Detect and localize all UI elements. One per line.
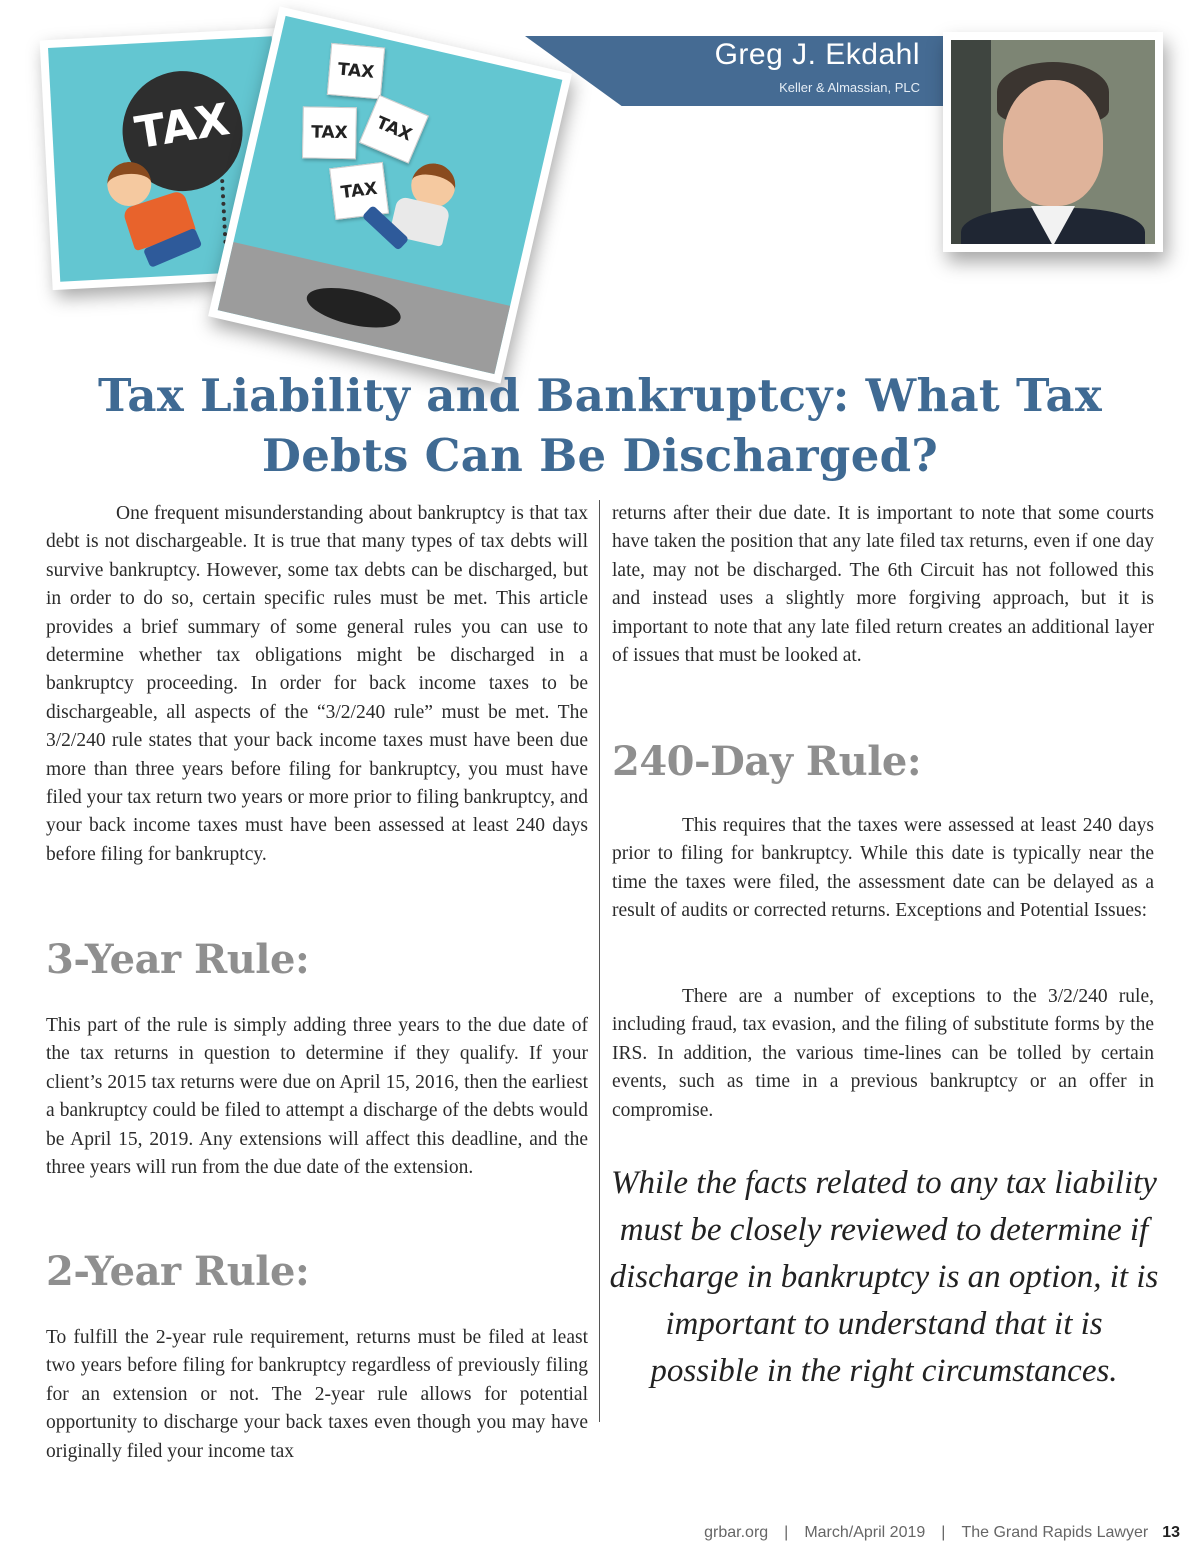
author-portrait: [943, 32, 1163, 252]
tax-paper-1: TAX: [327, 43, 385, 100]
day240-paragraph: This requires that the taxes were assessed at least 240 days prior to filing for bankruptcy. While this date is typically near the time the taxes were filed, the assessment date can be delayed as a result of audits or corrected returns. Exceptions and Potential Issues:: [612, 815, 1154, 922]
title-line-1: Tax Liability and Bankruptcy: What Tax: [97, 369, 1103, 422]
exceptions-block: [612, 983, 1154, 1125]
author-name: Greg J. Ekdahl: [714, 38, 920, 71]
two-year-block: [46, 1324, 588, 1466]
intro-paragraph: One frequent misunderstanding about bankruptcy is that tax debt is not dischargeable. It is true that many types of tax debts will survive bankruptcy. However, some tax debts can be discharged, but in order to do so, certain specific rules must be met. This article provides a brief summary of some general rules you can use to determine whether tax obligations might be discharged in a bankruptcy proceeding. In order for back income taxes to be dischargeable, all aspects of the “3/2/240 rule” must be met. The 3/2/240 rule states that your back income taxes must have been due more than three years before filing for bankruptcy, you must have filed your tax return two years or more prior to filing bankruptcy, and your back income taxes must have been assessed at least 240 days before filing for bankruptcy.: [46, 503, 588, 865]
exceptions-paragraph: There are a number of exceptions to the 3/2/240 rule, including fraud, tax evasion, and the filing of substitute forms by the IRS. In addition, the various time-lines can be tolled by certain events, such as time in a previous bankruptcy or an offer in compromise.: [612, 986, 1154, 1121]
tax-paper-3: TAX: [359, 95, 429, 164]
page-footer: [704, 1524, 1180, 1542]
pull-quote: While the facts related to any tax liability must be closely reviewed to determine if discharge in bankruptcy is an option, it is important to understand that it is possible in the right circumstances.: [609, 1165, 1159, 1389]
tax-ball-label: TAX: [131, 94, 234, 160]
three-year-heading: 3-Year Rule:: [46, 936, 310, 983]
day240-heading: 240-Day Rule:: [612, 738, 922, 785]
footer-publication: The Grand Rapids Lawyer: [961, 1524, 1149, 1541]
footer-site: grbar.org: [704, 1524, 769, 1541]
three-year-block: [46, 1012, 588, 1182]
intro-block: [46, 500, 588, 869]
author-firm: Keller & Almassian, PLC: [779, 80, 920, 95]
footer-separator: |: [941, 1524, 946, 1541]
footer-issue: March/April 2019: [804, 1524, 926, 1541]
page-number: 13: [1162, 1524, 1180, 1541]
three-year-paragraph: This part of the rule is simply adding three years to the due date of the tax returns in question to determine if they qualify. If your client’s 2015 tax returns were due on April 15, 2016, then the earliest a bankruptcy could be filed to attempt a discharge of the debts would be April 15, 2019. Any extensions will affect this deadline, and the three years will run from the due date of the extension.: [46, 1015, 588, 1179]
tax-paper-4: TAX: [329, 162, 389, 220]
two-year-heading: 2-Year Rule:: [46, 1248, 310, 1295]
footer-separator: |: [784, 1524, 789, 1541]
tax-paper-2: TAX: [302, 106, 357, 159]
two-year-paragraph: To fulfill the 2-year rule requirement, returns must be filed at least two years before filing for bankruptcy regardless of previously filing for an extension or not. The 2-year rule allows for potential opportunity to discharge your back taxes even though you may have originally filed your income tax: [46, 1327, 588, 1462]
title-line-2: Debts Can Be Discharged?: [261, 429, 939, 482]
two-year-continued-paragraph: returns after their due date. It is important to note that some courts have taken the position that any late filed tax returns, even if one day late, may not be discharged. The 6th Circuit has not followed this and instead uses a slightly more forgiving approach, but it is important to note that any late filed return creates an additional layer of issues that must be looked at.: [612, 503, 1154, 667]
column-divider: [599, 500, 600, 1422]
two-year-continued-block: [612, 500, 1154, 670]
author-photo: [951, 40, 1155, 244]
article-title: [40, 366, 1160, 486]
day240-block: [612, 812, 1154, 926]
